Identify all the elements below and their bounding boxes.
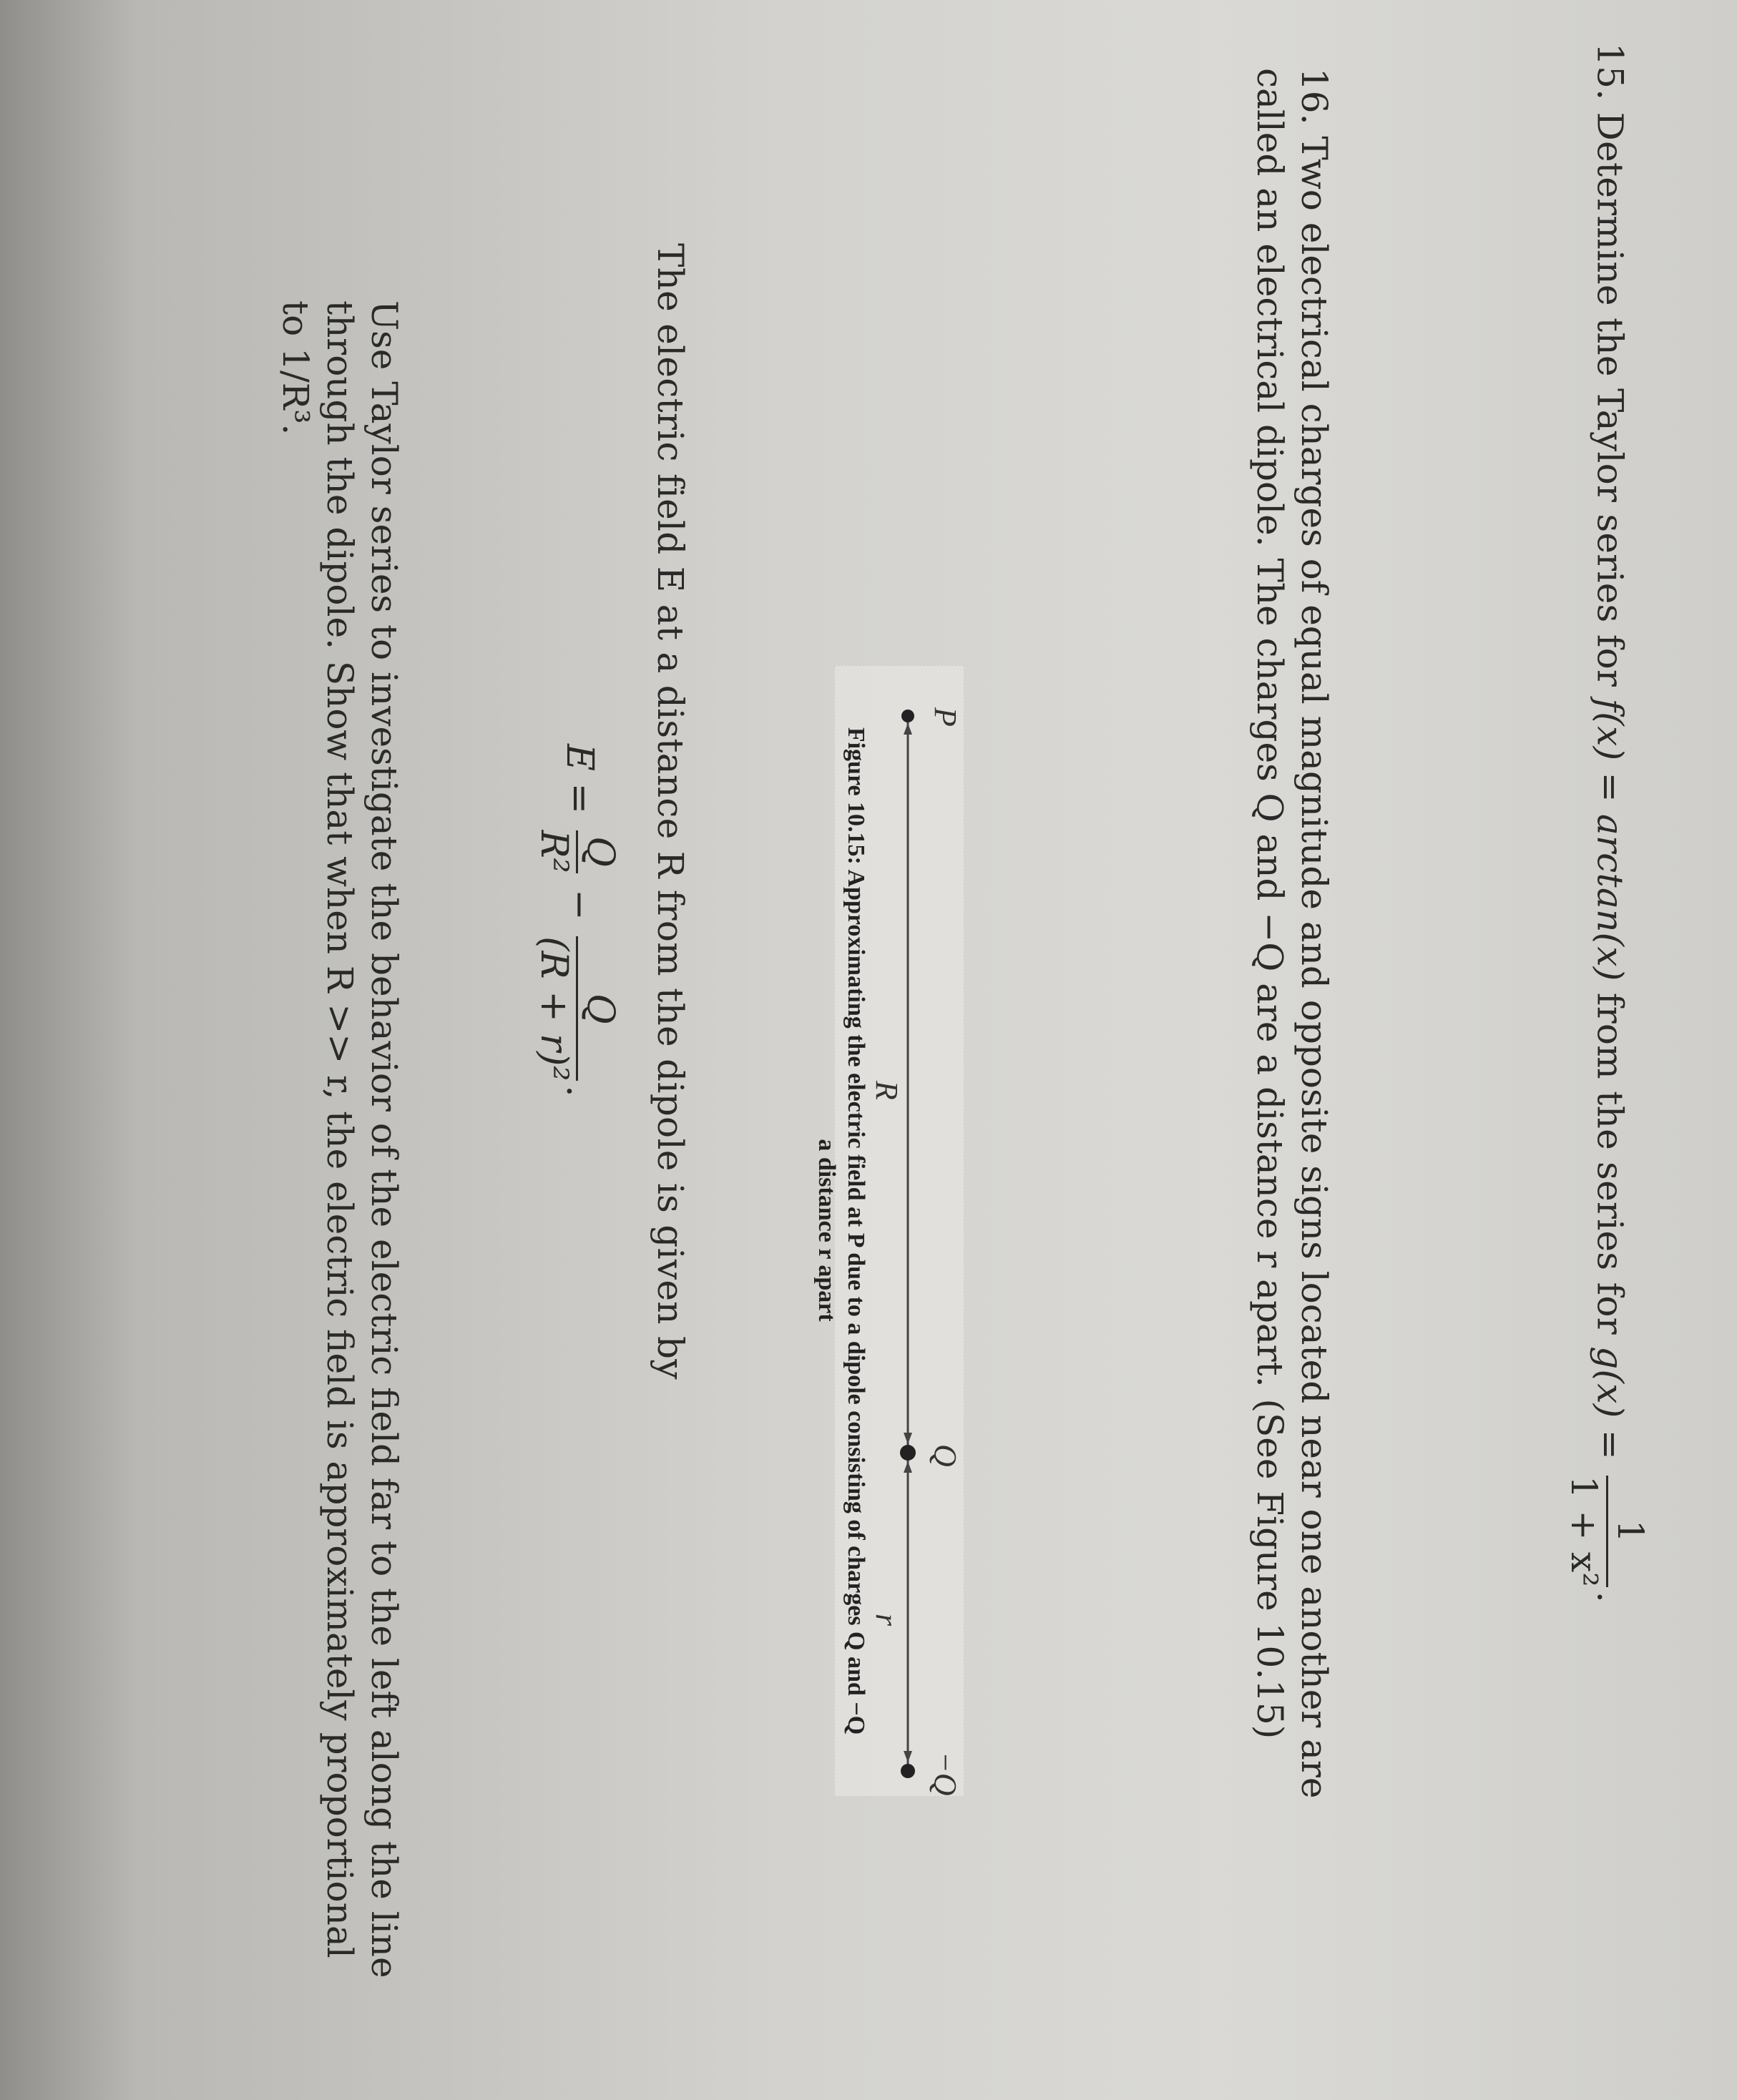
problem-16-task-line-2: through the dipole. Show that when R >> r, the electric field is approximately proportional (319, 300, 361, 1958)
fraction-bar (576, 830, 578, 873)
point-p-dot (901, 710, 914, 722)
equation-end: . (558, 1085, 601, 1097)
equation-term-2 (533, 936, 621, 1081)
figure-caption-continued (813, 665, 840, 1795)
charge-q-dot (900, 1445, 916, 1461)
figure-caption-line-2: a distance r apart (813, 1139, 840, 1322)
problem-16-intro-line-1: 16. Two electrical charges of equal magnitude and opposite signs located near one another are (1293, 68, 1335, 1799)
problem-15-end: . (1589, 1591, 1631, 1603)
problem-15-g-lhs: g(x) = (1589, 1346, 1631, 1460)
fraction-bar (576, 936, 578, 1081)
problem-15-g-fraction (1563, 1476, 1651, 1587)
problem-15-g-numerator: 1 (1610, 1519, 1651, 1544)
problem-15-g-denominator: 1 + x² (1563, 1476, 1605, 1587)
problem-16-task-line-1: Use Taylor series to investigate the behavior of the electric field far to the left along the line (363, 300, 405, 1978)
problem-15-f-expression: f(x) = arctan(x) (1589, 698, 1631, 981)
figure-label-Q: Q (928, 1444, 963, 1467)
figure-label-P: P (928, 707, 963, 727)
figure-caption (842, 666, 869, 1796)
equation-term-1-denominator: R² (532, 830, 575, 873)
equation-lhs: E = (558, 744, 601, 815)
problem-16-task (273, 300, 406, 1978)
arrowhead-R-left (904, 723, 912, 735)
problem-16-intro (1248, 68, 1336, 1798)
figure-10-15 (834, 665, 964, 1797)
equation-term-2-numerator: Q (579, 993, 622, 1024)
equation-term-2-denominator: (R + r)² (532, 936, 575, 1081)
arrowhead-r-left (904, 1461, 912, 1473)
equation-term-1 (533, 830, 621, 873)
arrowhead-R-right (904, 1433, 912, 1444)
arrowhead-r-right (904, 1751, 912, 1762)
problem-15 (1563, 43, 1651, 1603)
fraction-bar (1606, 1476, 1608, 1587)
charge-negq-dot (901, 1764, 915, 1778)
field-equation (533, 744, 621, 1097)
equation-term-1-numerator: Q (579, 836, 622, 867)
field-sentence: The electric field E at a distance R from the dipole is given by (650, 243, 691, 1380)
problem-15-text-middle: from the series for (1589, 992, 1631, 1335)
figure-label-r: r (869, 1614, 904, 1626)
problem-16-intro-line-2: called an electrical dipole. The charges Q and −Q are a distance r apart. (See Figure 10.15) (1249, 68, 1291, 1740)
figure-label-negQ: −Q (928, 1752, 963, 1796)
problem-16-task-line-3: to 1/R³. (275, 300, 316, 436)
problem-15-text-before: 15. Determine the Taylor series for (1589, 43, 1631, 687)
equation-minus: − (558, 889, 601, 921)
figure-label-R: R (869, 1081, 904, 1100)
figure-caption-line-1: Figure 10.15: Approximating the electric field at P due to a dipole consisting of charges Q and −Q (843, 727, 869, 1735)
